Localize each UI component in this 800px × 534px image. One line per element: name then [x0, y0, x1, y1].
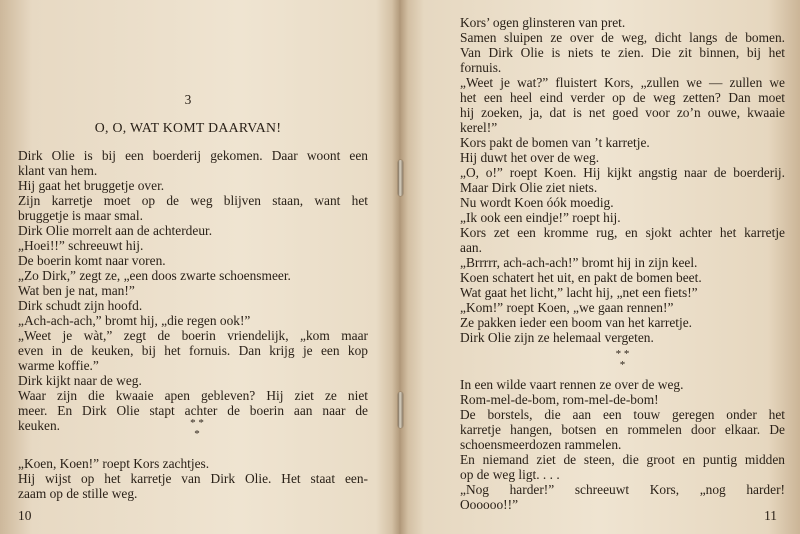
- text-line: Hij gaat het bruggetje over.: [18, 178, 165, 193]
- text-line: De boerin komt naar voren.: [18, 253, 166, 268]
- text-line: „Koen, Koen!” roept Kors zachtjes.: [18, 456, 210, 471]
- text-line: „Nog harder!” schreeuwt Kors, „nog harder!: [460, 482, 785, 497]
- right-page: [460, 0, 785, 534]
- chapter-title: O, O, WAT KOMT DAARVAN!: [94, 120, 282, 135]
- text-line: Waar zijn die kwaaie apen gebleven? Hij ziet ze niet: [18, 388, 368, 403]
- text-line: „Ach-ach-ach,” bromt hij, „die regen ook!”: [18, 313, 251, 328]
- left-page: [18, 0, 368, 534]
- stars-top: * *: [615, 348, 630, 360]
- text-line: klant van hem.: [18, 163, 98, 178]
- text-line: Koen schatert het uit, en pakt de bomen beet.: [460, 270, 702, 285]
- text-line: Dirk schudt zijn hoofd.: [18, 298, 143, 313]
- text-line: Samen sluipen ze over de weg, dicht langs de bomen.: [460, 30, 785, 45]
- text-line: keuken.: [18, 418, 61, 433]
- text-line: even in de keuken, bij het fornuis. Dan krijg je een kop: [18, 343, 368, 358]
- left-body-text: [18, 148, 368, 433]
- text-line: op de weg ligt. . . .: [460, 467, 560, 482]
- section-break-stars: [460, 349, 785, 371]
- text-line: „Hoei!!” schreeuwt hij.: [18, 238, 144, 253]
- text-line: Dirk kijkt naar de weg.: [18, 373, 142, 388]
- stars-bottom: *: [194, 428, 200, 440]
- text-line: warme koffie.”: [18, 358, 99, 373]
- text-line: Dirk Olie morrelt aan de achterdeur.: [18, 223, 213, 238]
- text-line: Kors zet een kromme rug, en sjokt achter het karretje: [460, 225, 785, 240]
- text-line: Kors’ ogen glinsteren van pret.: [460, 15, 626, 30]
- bottom-staple: [398, 392, 403, 428]
- text-line: Wat gaat het licht,” lacht hij, „net een fiets!”: [460, 285, 698, 300]
- text-line: hij zoeken, ja, dat is net goed voor zo’n ouwe, kwaaie: [460, 105, 785, 120]
- text-line: bruggetje is maar smal.: [18, 208, 143, 223]
- text-line: Ze pakken ieder een boom van het karretje.: [460, 315, 692, 330]
- text-line: meer. En Dirk Olie stapt achter de boerin aan naar de: [18, 403, 368, 418]
- book-gutter: [392, 0, 408, 534]
- text-line: „O, o!” roept Koen. Hij kijkt angstig naar de boerderij.: [460, 165, 785, 180]
- chapter-number: 3: [184, 92, 192, 107]
- text-line: „Kom!” roept Koen, „we gaan rennen!”: [460, 300, 674, 315]
- text-line: In een wilde vaart rennen ze over de weg.: [460, 377, 684, 392]
- text-line: „Ik ook een eindje!” roept hij.: [460, 210, 621, 225]
- text-line: het een heel eind verder op de weg zetten? Dan moet: [460, 90, 785, 105]
- text-line: kerel!”: [460, 120, 498, 135]
- text-line: „Weet je wat?” fluistert Kors, „zullen we — zullen we: [460, 75, 785, 90]
- text-line: „Brrrrr, ach-ach-ach!” bromt hij in zijn keel.: [460, 255, 698, 270]
- text-line: Maar Dirk Olie ziet niets.: [460, 180, 598, 195]
- text-line: aan.: [460, 240, 482, 255]
- text-line: Kors pakt de bomen van ’t karretje.: [460, 135, 650, 150]
- stars-bottom: *: [619, 359, 626, 371]
- right-body-text: [460, 15, 785, 512]
- text-line: Dirk Olie zijn ze helemaal vergeten.: [460, 330, 654, 345]
- text-line: Wat ben je nat, man!”: [18, 283, 135, 298]
- text-line: De borstels, die aan een touw geregen onder het: [460, 407, 785, 422]
- text-line: Rom-mel-de-bom, rom-mel-de-bom!: [460, 392, 659, 407]
- section-break-stars: [18, 418, 376, 440]
- text-line: zaam op de stille weg.: [18, 486, 138, 501]
- text-line: „Weet je wàt,” zegt de boerin vriendelijk, „kom maar: [18, 328, 368, 343]
- stars-top: * *: [190, 417, 204, 429]
- left-tail-text: [18, 456, 368, 501]
- text-line: Hij wijst op het karretje van Dirk Olie. Het staat een-: [18, 471, 368, 486]
- text-line: schoensmeerdozen rammelen.: [460, 437, 622, 452]
- text-line: fornuis.: [460, 60, 502, 75]
- text-line: En niemand ziet de steen, die groot en puntig midden: [460, 452, 785, 467]
- text-line: Dirk Olie is bij een boerderij gekomen. Daar woont een: [18, 148, 368, 163]
- text-line: Nu wordt Koen óók moedig.: [460, 195, 614, 210]
- text-line: karretje hangen, botsen en rommelen door elkaar. De: [460, 422, 785, 437]
- text-line: Oooooo!!”: [460, 497, 519, 512]
- text-line: Hij duwt het over de weg.: [460, 150, 600, 165]
- top-staple: [398, 160, 403, 196]
- page-number-right: 11: [764, 508, 777, 523]
- text-line: Zijn karretje moet op de weg blijven staan, want het: [18, 193, 368, 208]
- text-line: Van Dirk Olie is niets te zien. Die zit binnen, bij het: [460, 45, 785, 60]
- text-line: „Zo Dirk,” zegt ze, „een doos zwarte schoensmeer.: [18, 268, 291, 283]
- page-number-left: 10: [18, 508, 32, 523]
